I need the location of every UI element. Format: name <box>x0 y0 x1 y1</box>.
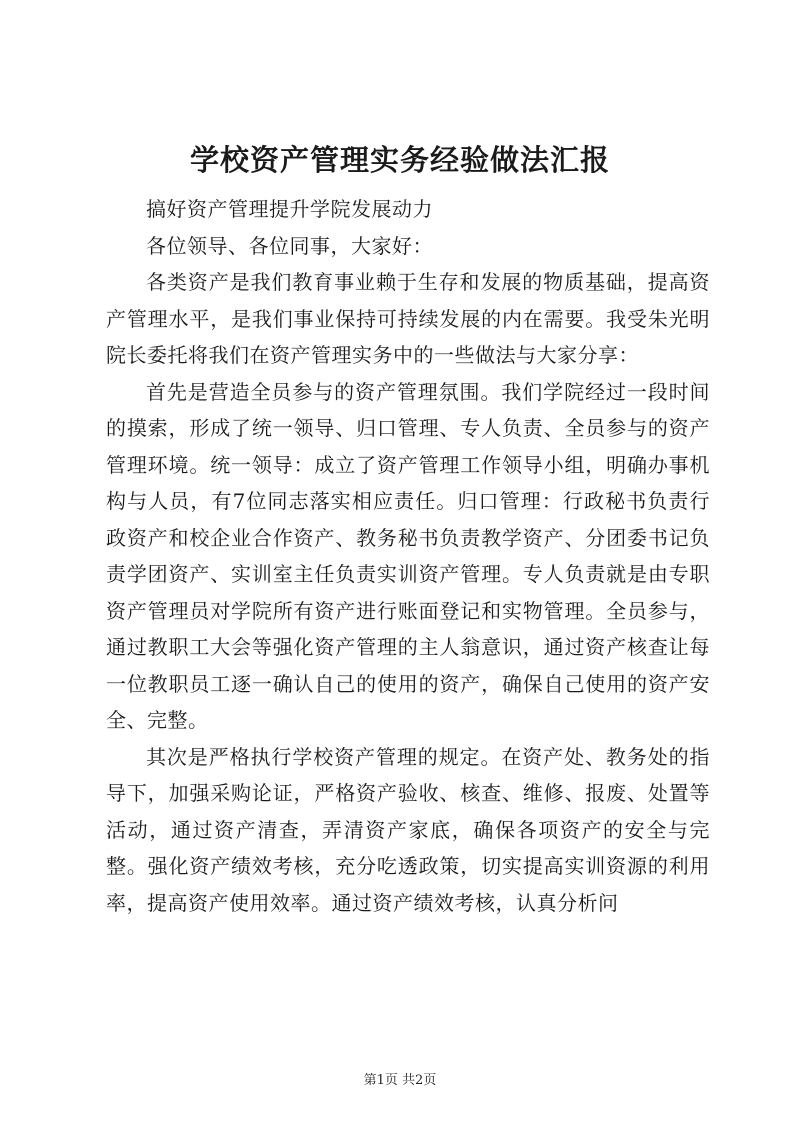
page-footer: 第1页 共2页 <box>363 1073 437 1088</box>
document-body <box>106 191 710 921</box>
paragraph-first-point: 首先是营造全员参与的资产管理氛围。我们学院经过一段时间的摸索，形成了统一领导、归口管理、专人负责、全员参与的资产管理环境。统一领导：成立了资产管理工作领导小组，明确办事机构与人员，有7位同志落实相应责任。归口管理：行政秘书负责行政资产和校企业合作资产、教务秘书负责教学资产、分团委书记负责学团资产、实训室主任负责实训资产管理。专人负责就是由专职资产管理员对学院所有资产进行账面登记和实物管理。全员参与，通过教职工大会等强化资产管理的主人翁意识，通过资产核查让每一位教职员工逐一确认自己的使用的资产，确保自己使用的资产安全、完整。 <box>106 379 710 732</box>
paragraph-intro: 各类资产是我们教育事业赖于生存和发展的物质基础，提高资产管理水平，是我们事业保持可持续发展的内在需要。我受朱光明院长委托将我们在资产管理实务中的一些做法与大家分享： <box>106 270 710 367</box>
paragraph-second-point: 其次是严格执行学校资产管理的规定。在资产处、教务处的指导下，加强采购论证，严格资产验收、核查、维修、报废、处置等活动，通过资产清查，弄清资产家底，确保各项资产的安全与完整。强化资产绩效考核，充分吃透政策，切实提高实训资源的利用率，提高资产使用效率。通过资产绩效考核，认真分析问 <box>106 744 710 915</box>
paragraph-subtitle: 搞好资产管理提升学院发展动力 <box>146 197 433 221</box>
paragraph-greeting: 各位领导、各位同事，大家好： <box>146 233 433 258</box>
page-title: 学校资产管理实务经验做法汇报 <box>189 143 610 177</box>
